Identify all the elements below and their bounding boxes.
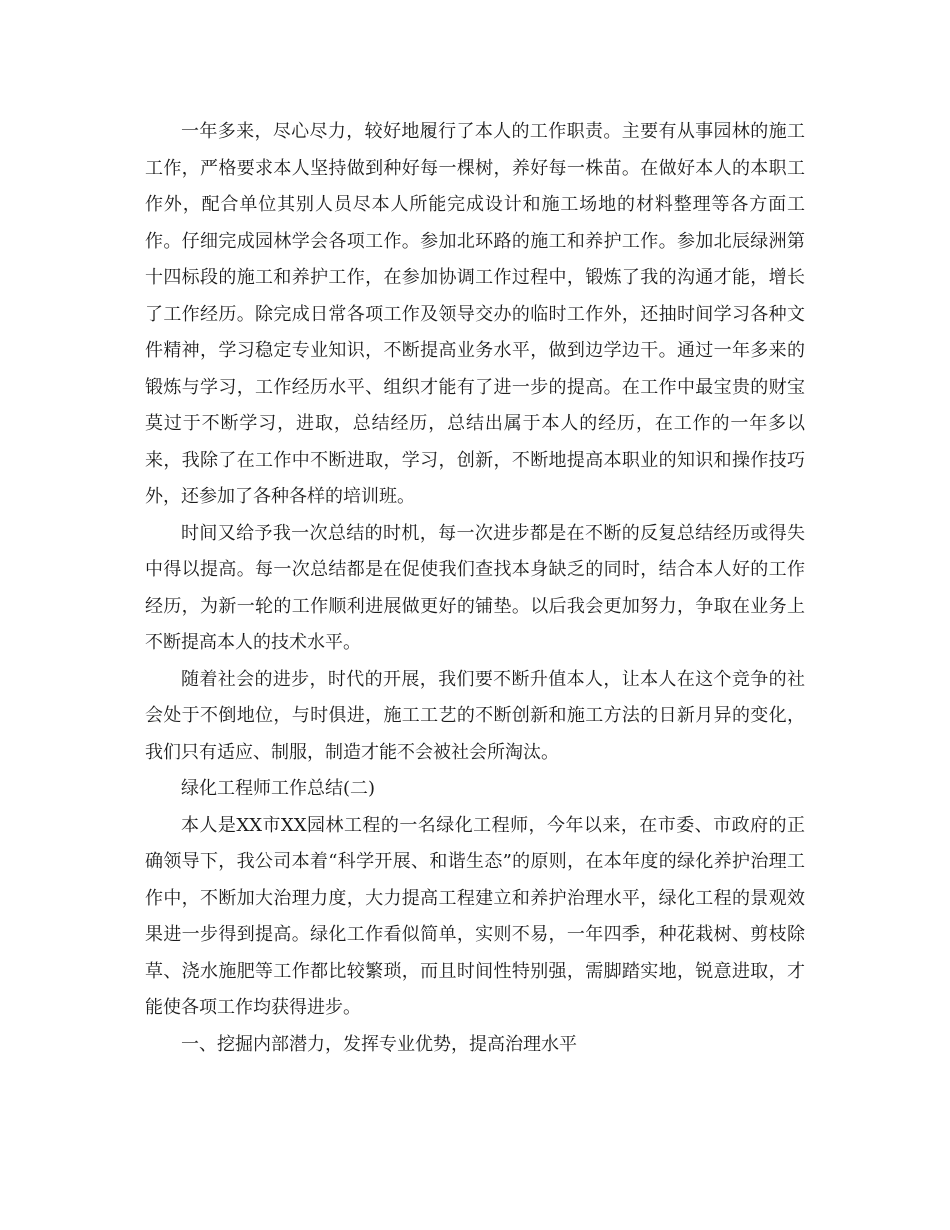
paragraph-work-review: 一年多来，尽心尽力，较好地履行了本人的工作职责。主要有从事园林的施工工作，严格要求本人坚持做到种好每一棵树，养好每一株苗。在做好本人的本职工作外，配合单位其别人员尽本人所能完成设计和施工场地的材料整理等各方面工作。仔细完成园林学会各项工作。参加北环路的施工和养护工作。参加北辰绿洲第十四标段的施工和养护工作，在参加协调工作过程中，锻炼了我的沟通才能，增长了工作经历。除完成日常各项工作及领导交办的临时工作外，还抽时间学习各种文件精神，学习稳定专业知识，不断提高业务水平，做到边学边干。通过一年多来的锻炼与学习，工作经历水平、组织才能有了进一步的提高。在工作中最宝贵的财宝莫过于不断学习，进取，总结经历，总结出属于本人的经历，在工作的一年多以来，我除了在工作中不断进取，学习，创新，不断地提高本职业的知识和操作技巧外，还参加了各种各样的培训班。 — [145, 121, 805, 507]
paragraph-summary-opportunity: 时间又给予我一次总结的时机，每一次进步都是在不断的反复总结经历或得失中得以提高。每一次总结都是在促使我们查找本身缺乏的同时，结合本人好的工作经历，为新一轮的工作顺利进展做更好的铺垫。以后我会更加努力，争取在业务上不断提高本人的技术水平。 — [145, 522, 805, 653]
document-body — [145, 114, 805, 1063]
paragraph-engineer-intro: 本人是XX市XX园林工程的一名绿化工程师，今年以来，在市委、市政府的正确领导下，我公司本着“科学开展、和谐生态”的原则，在本年度的绿化养护治理工作中，不断加大治理力度，大力提高工程建立和养护治理水平，绿化工程的景观效果进一步得到提高。绿化工作看似简单，实则不易，一年四季，种花栽树、剪枝除草、浇水施肥等工作都比较繁琐，而且时间性特别强，需脚踏实地，锐意进取，才能使各项工作均获得进步。 — [145, 814, 805, 1018]
paragraph-social-progress: 随着社会的进步，时代的开展，我们要不断升值本人，让本人在这个竞争的社会处于不倒地位，与时俱进，施工工艺的不断创新和施工方法的日新月异的变化，我们只有适应、制服，制造才能不会被社会所淘汰。 — [145, 668, 805, 763]
section-heading-one: 一、挖掘内部潜力，发挥专业优势，提高治理水平 — [181, 1033, 577, 1055]
section-title: 绿化工程师工作总结(二) — [181, 778, 376, 799]
